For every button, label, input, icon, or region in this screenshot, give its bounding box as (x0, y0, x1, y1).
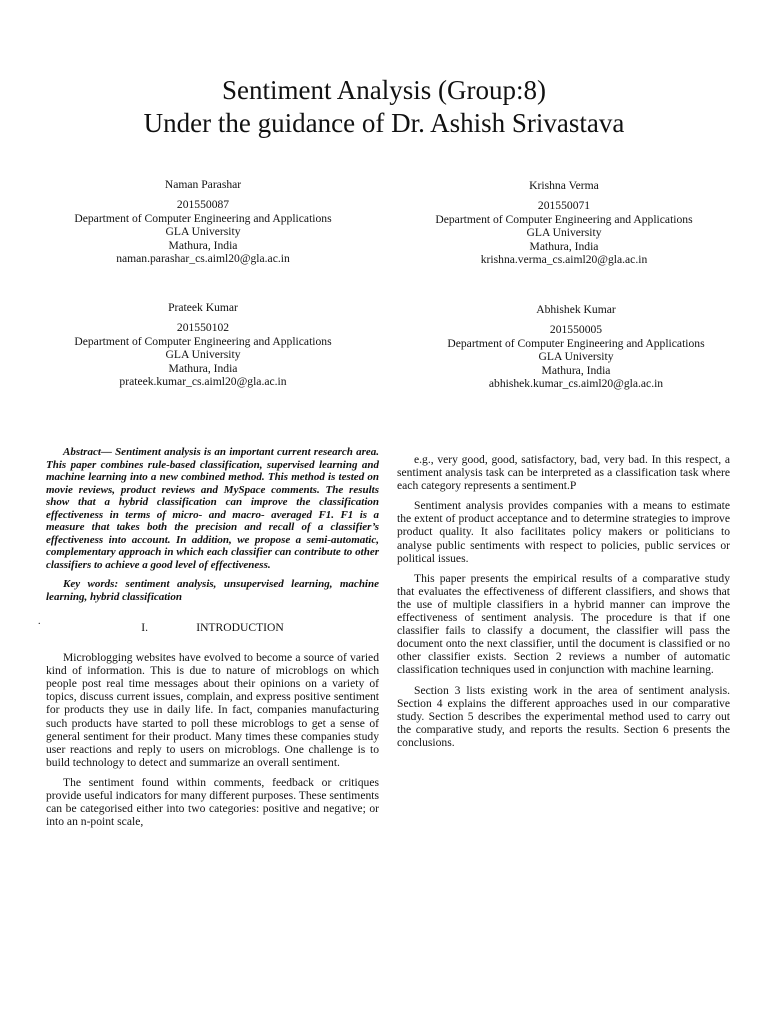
author-email[interactable]: krishna.verma_cs.aiml20@gla.ac.in (480, 253, 648, 267)
author-name: Abhishek Kumar (536, 303, 616, 316)
author-university: GLA University (526, 226, 602, 240)
author-department: Department of Computer Engineering and Applications (74, 211, 332, 225)
author-name: Naman Parashar (164, 178, 242, 191)
author-city: Mathura, India (168, 361, 238, 375)
body-paragraph: Sentiment analysis provides companies with a means to estimate the extent of product acceptance and to determine strategies to improve product quality. It also facilitates policy makers or politicians to analyse public sentiments with respect to policies, public services or political issues. (397, 499, 730, 565)
author-id: 201550005 (549, 323, 603, 337)
author-block-3 (33, 301, 373, 388)
author-department: Department of Computer Engineering and Applications (435, 212, 693, 226)
author-city: Mathura, India (168, 238, 238, 252)
right-column (397, 453, 730, 756)
author-department: Department of Computer Engineering and Applications (447, 336, 705, 350)
section-number: I. (141, 621, 148, 634)
abstract-section (46, 446, 379, 603)
author-department: Department of Computer Engineering and Applications (74, 334, 332, 348)
author-university: GLA University (165, 348, 241, 362)
author-id: 201550071 (537, 199, 591, 213)
author-email[interactable]: abhishek.kumar_cs.aiml20@gla.ac.in (488, 377, 664, 391)
author-university: GLA University (538, 350, 614, 364)
title-line-2: Under the guidance of Dr. Ashish Srivastava (143, 108, 625, 138)
author-block-4 (406, 303, 746, 390)
section-heading (46, 621, 379, 634)
author-city: Mathura, India (541, 363, 611, 377)
body-paragraph: Microblogging websites have evolved to become a source of varied kind of information. This is due to nature of microblogs on which people post real time messages about their opinions on a variety of topics, discuss current issues, complain, and express positive sentiment for products they use in daily life. In fact, companies manufacturing such products have started to poll these microblogs to get a sense of general sentiment for their product. Many times these companies study user reactions and reply to users on microblogs. One challenge is to build technology to detect and summarize an overall sentiment. (46, 651, 379, 769)
author-university: GLA University (165, 225, 241, 239)
body-paragraph: e.g., very good, good, satisfactory, bad, very bad. In this respect, a sentiment analysis task can be interpreted as a classification task where each category represents a sentiment.P (397, 453, 730, 493)
body-paragraph: This paper presents the empirical results of a comparative study that evaluates the effectiveness of different classifiers, and shows that the use of multiple classifiers in a hybrid manner can improve the effectiveness of sentiment analysis. The procedure is that if one classifier fails to classify a document, the classifier will pass the document onto the next classifier, until the document is classified or no other classifier exists. Section 2 reviews a number of automatic classification techniques used in conjunction with machine learning. (397, 571, 730, 677)
paper-title (0, 74, 768, 140)
author-email[interactable]: prateek.kumar_cs.aiml20@gla.ac.in (119, 375, 287, 389)
author-id: 201550102 (176, 321, 230, 335)
author-city: Mathura, India (529, 239, 599, 253)
body-paragraph: Section 3 lists existing work in the area of sentiment analysis. Section 4 explains the different approaches used in our comparative study. Section 5 describes the experimental method used to carry out the comparative study, and reports the results. Section 6 presents the conclusions. (397, 683, 730, 749)
author-id: 201550087 (176, 198, 230, 212)
body-paragraph: The sentiment found within comments, feedback or critiques provide useful indicators for many different purposes. These sentiments can be categorised either into two categories: positive and negative; or into an n-point scale, (46, 775, 379, 829)
section-title: INTRODUCTION (196, 621, 284, 634)
stray-mark: . (38, 616, 41, 627)
author-block-2 (394, 179, 734, 266)
author-name: Prateek Kumar (168, 301, 238, 314)
abstract-text: Abstract— Sentiment analysis is an important current research area. This paper combines rule-based classification, supervised learning and machine learning into a new combined method. This method is tested on movie reviews, product reviews and MySpace comments. The results show that a hybrid classification can improve the classification effectiveness in terms of micro- and macro- averaged F1. F1 is a measure that takes both the precision and recall of a classifier’s effectiveness into account. In addition, we propose a semi-automatic, complementary approach in which each classifier can contribute to other classifiers to achieve a good level of effectiveness. (46, 446, 379, 571)
author-block-1 (33, 178, 373, 265)
keywords: Key words: sentiment analysis, unsupervised learning, machine learning, hybrid classification (46, 578, 379, 603)
left-column (46, 446, 379, 835)
author-name: Krishna Verma (529, 179, 599, 192)
title-line-1: Sentiment Analysis (Group:8) (222, 75, 546, 105)
author-email[interactable]: naman.parashar_cs.aiml20@gla.ac.in (116, 252, 290, 266)
